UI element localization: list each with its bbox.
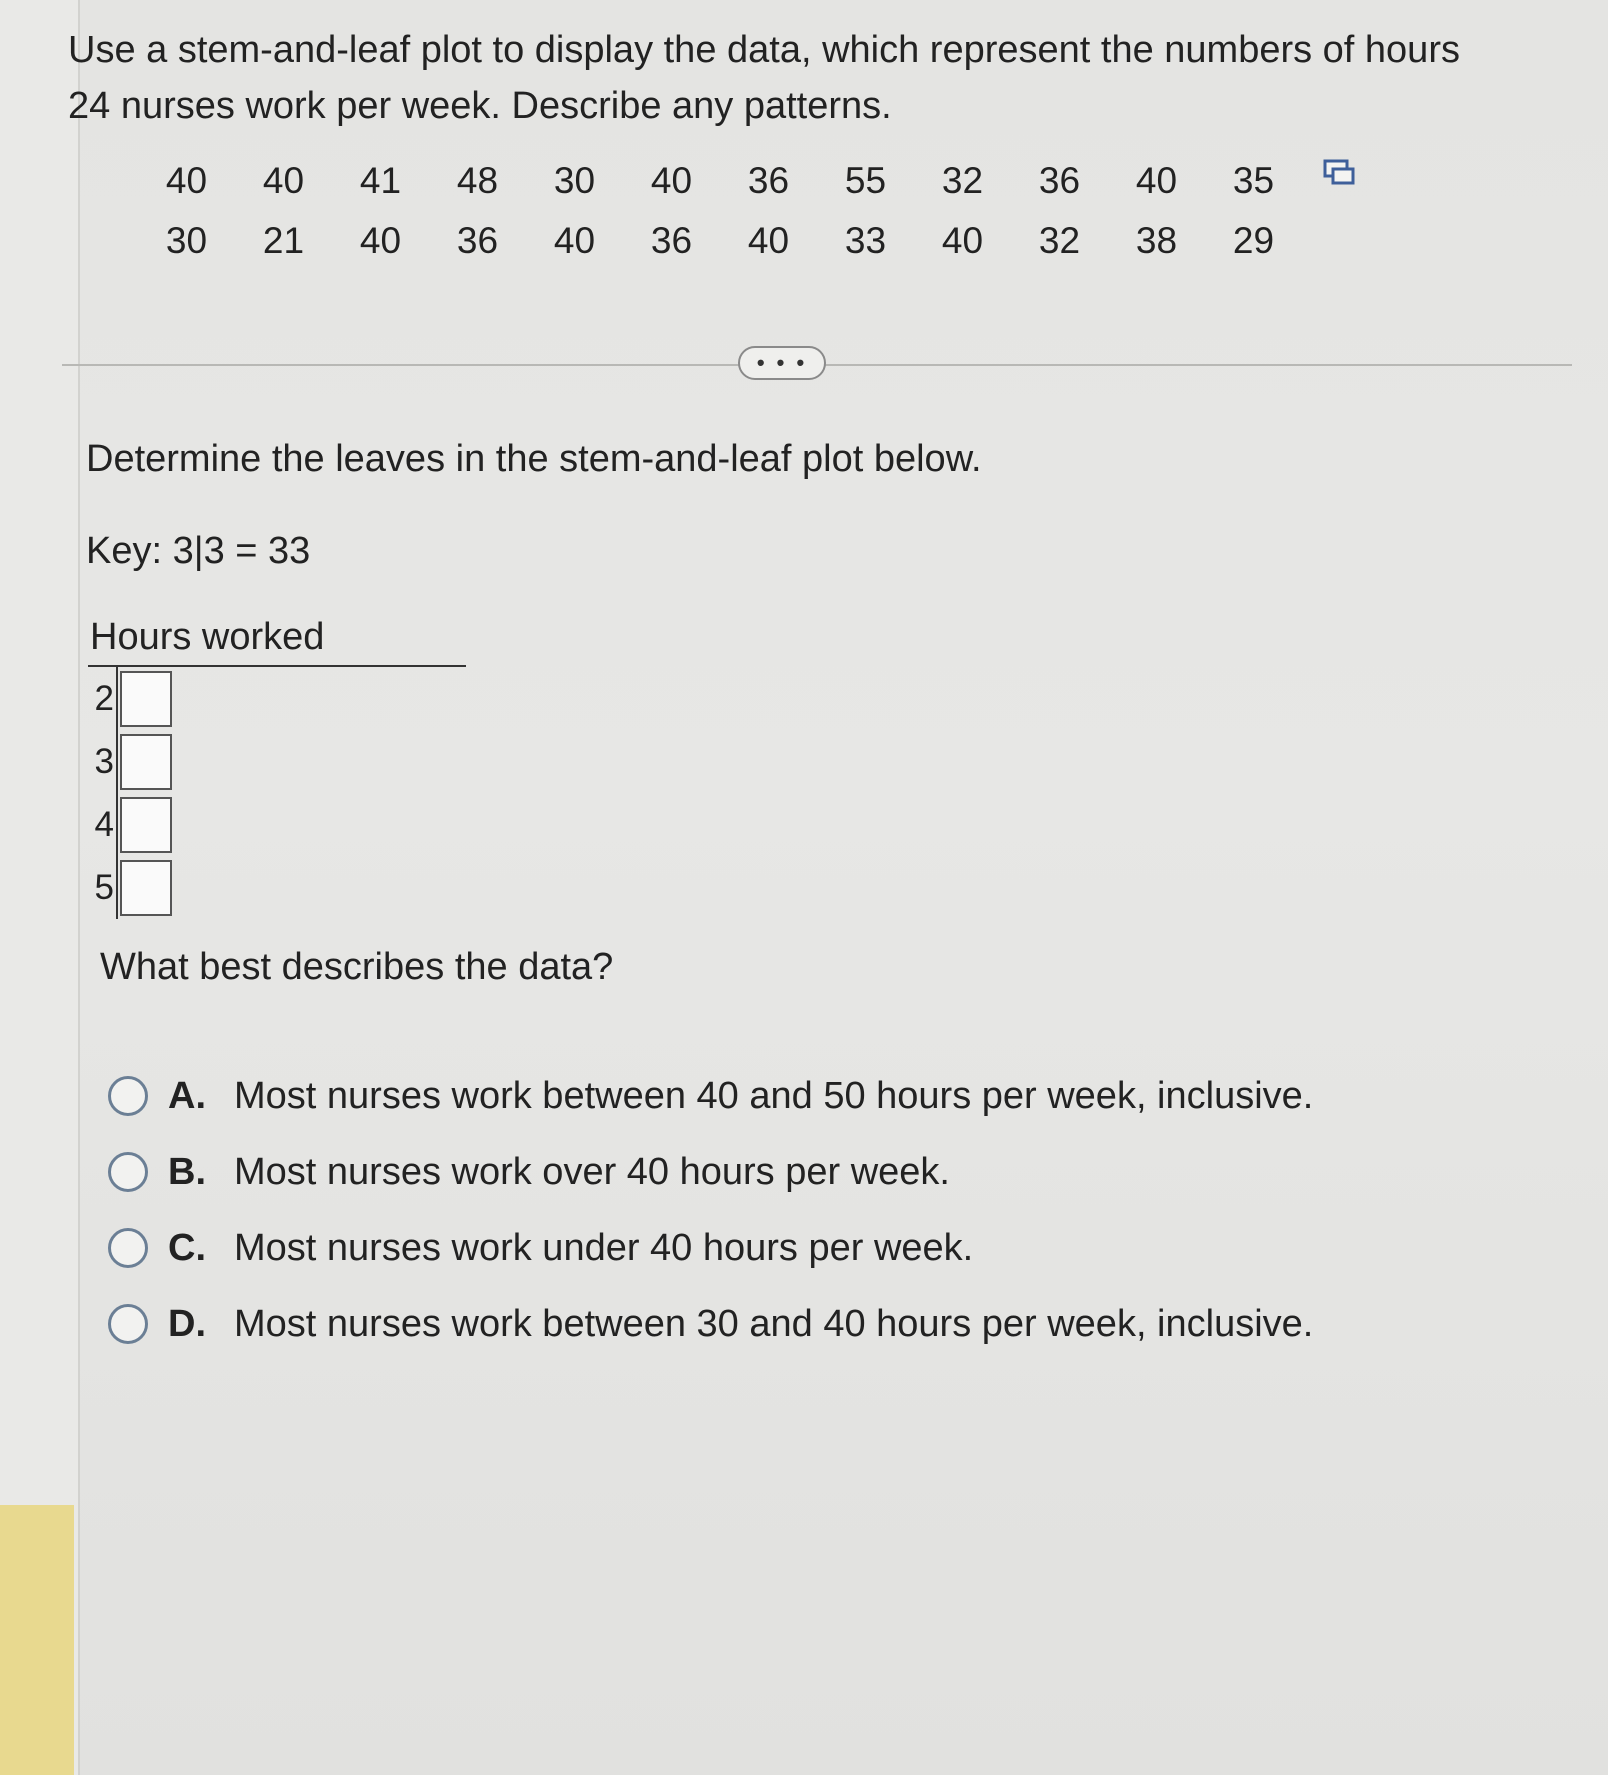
data-value: 40 [1135, 160, 1178, 201]
option-text: Most nurses work between 30 and 40 hours per week, inclusive. [234, 1302, 1314, 1345]
data-value: 36 [650, 220, 693, 261]
data-value: 30 [553, 160, 596, 201]
plot-row [88, 667, 466, 730]
instruction-text: Determine the leaves in the stem-and-leaf plot below. [86, 438, 982, 480]
option-text: Most nurses work under 40 hours per week. [234, 1226, 974, 1269]
plot-row [88, 730, 466, 793]
stem-label: 4 [88, 793, 118, 856]
radio-circle-icon[interactable] [108, 1152, 148, 1192]
radio-circle-icon[interactable] [108, 1076, 148, 1116]
option-letter: B. [168, 1150, 206, 1193]
data-value: 40 [359, 220, 402, 261]
option-text: Most nurses work between 40 and 50 hours per week, inclusive. [234, 1074, 1314, 1117]
data-value: 21 [262, 220, 305, 261]
option-text: Most nurses work over 40 hours per week. [234, 1150, 950, 1193]
data-value: 36 [747, 160, 790, 201]
data-value: 40 [747, 220, 790, 261]
option-letter: D. [168, 1302, 206, 1345]
option-b[interactable] [108, 1134, 1313, 1210]
leaf-input[interactable] [120, 734, 172, 790]
data-value: 40 [650, 160, 693, 201]
data-value: 36 [1038, 160, 1081, 201]
data-value: 38 [1135, 220, 1178, 261]
data-value: 32 [941, 160, 984, 201]
option-d[interactable] [108, 1286, 1313, 1362]
leaf-input[interactable] [120, 671, 172, 727]
plot-title: Hours worked [88, 616, 466, 667]
data-value: 40 [165, 160, 208, 201]
option-a[interactable] [108, 1058, 1313, 1134]
stem-label: 2 [88, 667, 118, 730]
stem-label: 3 [88, 730, 118, 793]
data-value: 32 [1038, 220, 1081, 261]
more-dots-button[interactable]: • • • [738, 346, 826, 380]
yellow-side-tab [0, 1505, 74, 1775]
data-value: 55 [844, 160, 887, 201]
data-value: 36 [456, 220, 499, 261]
radio-circle-icon[interactable] [108, 1304, 148, 1344]
data-value: 35 [1232, 160, 1275, 201]
data-table [138, 160, 1302, 262]
stem-and-leaf-plot [88, 616, 466, 919]
plot-key: Key: 3|3 = 33 [86, 530, 311, 572]
stem-label: 5 [88, 856, 118, 919]
plot-row [88, 856, 466, 919]
answer-options [108, 1058, 1313, 1362]
data-value: 29 [1232, 220, 1275, 261]
option-letter: A. [168, 1074, 206, 1117]
question-prompt: What best describes the data? [100, 946, 614, 988]
data-value: 41 [359, 160, 402, 201]
question-text: Use a stem-and-leaf plot to display the data, which represent the numbers of hours 24 nurses work per week. Describe any patterns. [68, 29, 1460, 127]
data-value: 40 [941, 220, 984, 261]
data-value: 48 [456, 160, 499, 201]
data-value: 40 [262, 160, 305, 201]
data-value: 33 [844, 220, 887, 261]
leaf-input[interactable] [120, 797, 172, 853]
data-value: 40 [553, 220, 596, 261]
option-letter: C. [168, 1226, 206, 1269]
plot-row [88, 793, 466, 856]
leaf-input[interactable] [120, 860, 172, 916]
copy-data-icon[interactable] [1322, 158, 1356, 188]
option-c[interactable] [108, 1210, 1313, 1286]
radio-circle-icon[interactable] [108, 1228, 148, 1268]
data-value: 30 [165, 220, 208, 261]
